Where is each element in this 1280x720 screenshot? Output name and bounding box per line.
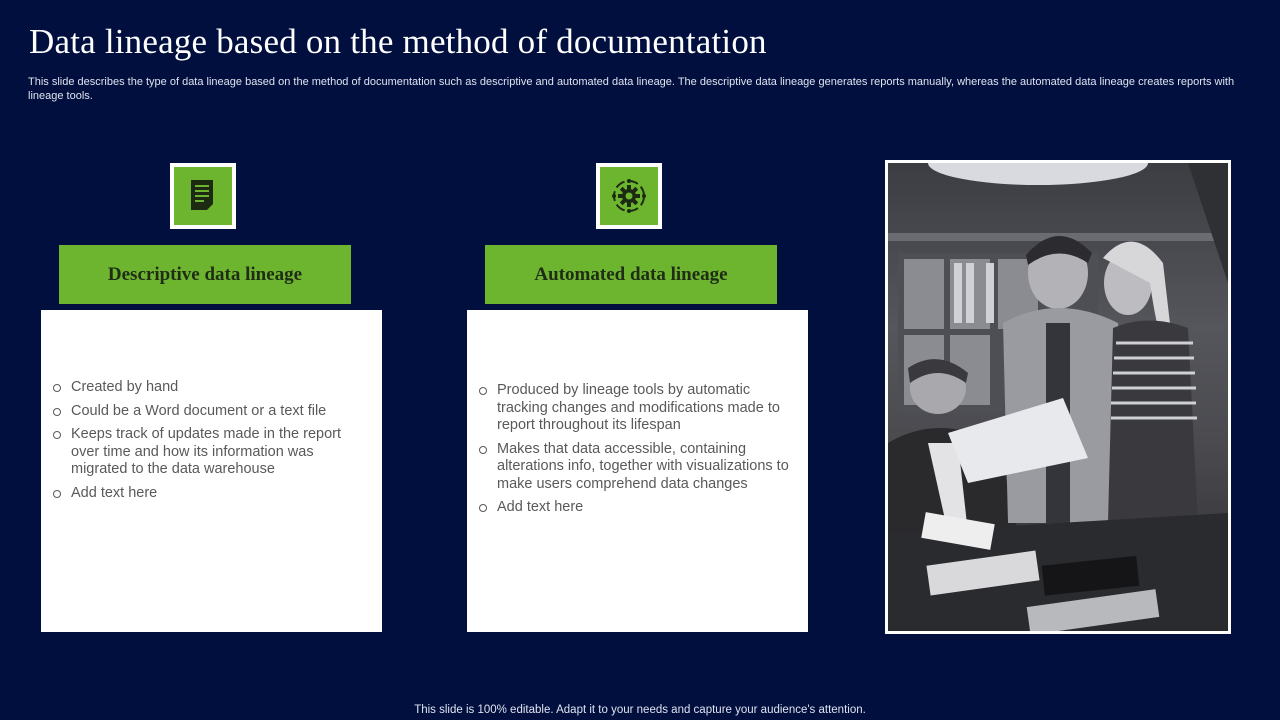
- descriptive-heading: Descriptive data lineage: [107, 263, 303, 285]
- slide-footer: This slide is 100% editable. Adapt it to your needs and capture your audience's attention.: [414, 704, 866, 716]
- team-photo-image: [888, 163, 1228, 631]
- slide-title: Data lineage based on the method of documentation: [29, 22, 767, 61]
- automated-bullet-list: [467, 382, 808, 523]
- list-item: Keeps track of updates made in the report over time and how its information was migrated to the data warehouse: [41, 426, 382, 479]
- bullet-circle-icon: [53, 408, 61, 416]
- bullet-circle-icon: [479, 446, 487, 454]
- document-icon: [190, 179, 216, 213]
- automated-card: [467, 310, 808, 632]
- photo-frame: [885, 160, 1231, 634]
- descriptive-heading-bar: [59, 245, 351, 304]
- list-item: Makes that data accessible, containing alterations info, together with visualizations to make users comprehend data changes: [467, 441, 808, 494]
- bullet-circle-icon: [479, 387, 487, 395]
- slide-description: This slide describes the type of data lineage based on the method of documentation such as descriptive and automated data lineage. The descriptive data lineage generates reports manually, whereas the automated data lineage creates reports with lineage tools.: [28, 76, 1235, 102]
- gear-cycle-icon: [609, 176, 649, 216]
- bullet-circle-icon: [53, 384, 61, 392]
- descriptive-card: [41, 310, 382, 632]
- bullet-circle-icon: [53, 490, 61, 498]
- list-item: Add text here: [41, 485, 382, 503]
- descriptive-icon-box: [170, 163, 236, 229]
- automated-heading-bar: [485, 245, 777, 304]
- list-item: Add text here: [467, 499, 808, 517]
- descriptive-bullet-list: [41, 379, 382, 508]
- automated-icon-box: [596, 163, 662, 229]
- list-item: Produced by lineage tools by automatic tracking changes and modifications made to report throughout its lifespan: [467, 382, 808, 435]
- list-item: Could be a Word document or a text file: [41, 403, 382, 421]
- bullet-circle-icon: [53, 431, 61, 439]
- automated-heading: Automated data lineage: [534, 263, 728, 285]
- bullet-circle-icon: [479, 504, 487, 512]
- list-item: Created by hand: [41, 379, 382, 397]
